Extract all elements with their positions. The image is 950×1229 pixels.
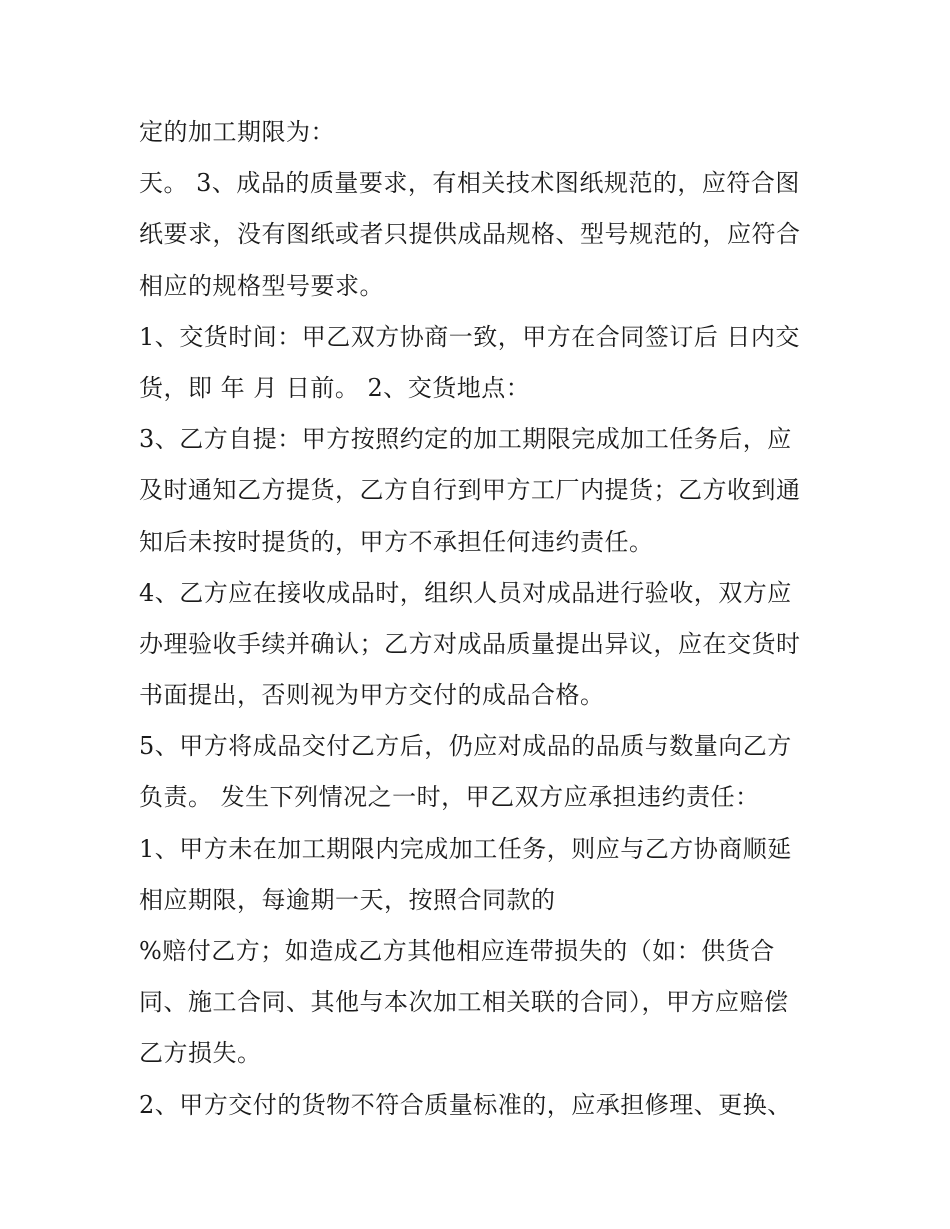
text-line: 相应的规格型号要求。 (139, 271, 384, 300)
text-line: 2、甲方交付的货物不符合质量标准的，应承担修理、更换、 (139, 1090, 792, 1119)
text-line: 及时通知乙方提货，乙方自行到甲方工厂内提货；乙方收到通 (139, 476, 801, 505)
text-line: 4、乙方应在接收成品时，组织人员对成品进行验收，双方应 (139, 578, 792, 607)
text-line: 1、甲方未在加工期限内完成加工任务，则应与乙方协商顺延 (139, 834, 792, 863)
text-line: 乙方损失。 (139, 1039, 262, 1068)
text-line: 天。 3、成品的质量要求，有相关技术图纸规范的，应符合图 (139, 169, 800, 198)
text-line: 相应期限，每逾期一天，按照合同款的 (139, 885, 556, 914)
text-line: 办理验收手续并确认；乙方对成品质量提出异议，应在交货时 (139, 629, 801, 658)
document-body (139, 107, 829, 1131)
text-line: 同、施工合同、其他与本次加工相关联的合同），甲方应赔偿 (139, 988, 789, 1017)
text-line: 定的加工期限为： (139, 118, 335, 146)
text-line: 负责。 发生下列情况之一时，甲乙双方应承担违约责任： (139, 783, 760, 812)
text-line: 知后未按时提货的，甲方不承担任何违约责任。 (139, 527, 654, 556)
text-line: 5、甲方将成品交付乙方后，仍应对成品的品质与数量向乙方 (139, 732, 792, 761)
text-line: 3、乙方自提：甲方按照约定的加工期限完成加工任务后，应 (139, 425, 792, 454)
text-line: 1、交货时间：甲乙双方协商一致，甲方在合同签订后 日内交 (139, 322, 800, 351)
text-line: %赔付乙方；如造成乙方其他相应连带损失的（如：供货合 (139, 937, 775, 965)
text-line: 纸要求，没有图纸或者只提供成品规格、型号规范的，应符合 (139, 220, 801, 249)
text-line: 书面提出，否则视为甲方交付的成品合格。 (139, 681, 605, 710)
text-line: 货，即 年 月 日前。 2、交货地点： (139, 373, 531, 402)
